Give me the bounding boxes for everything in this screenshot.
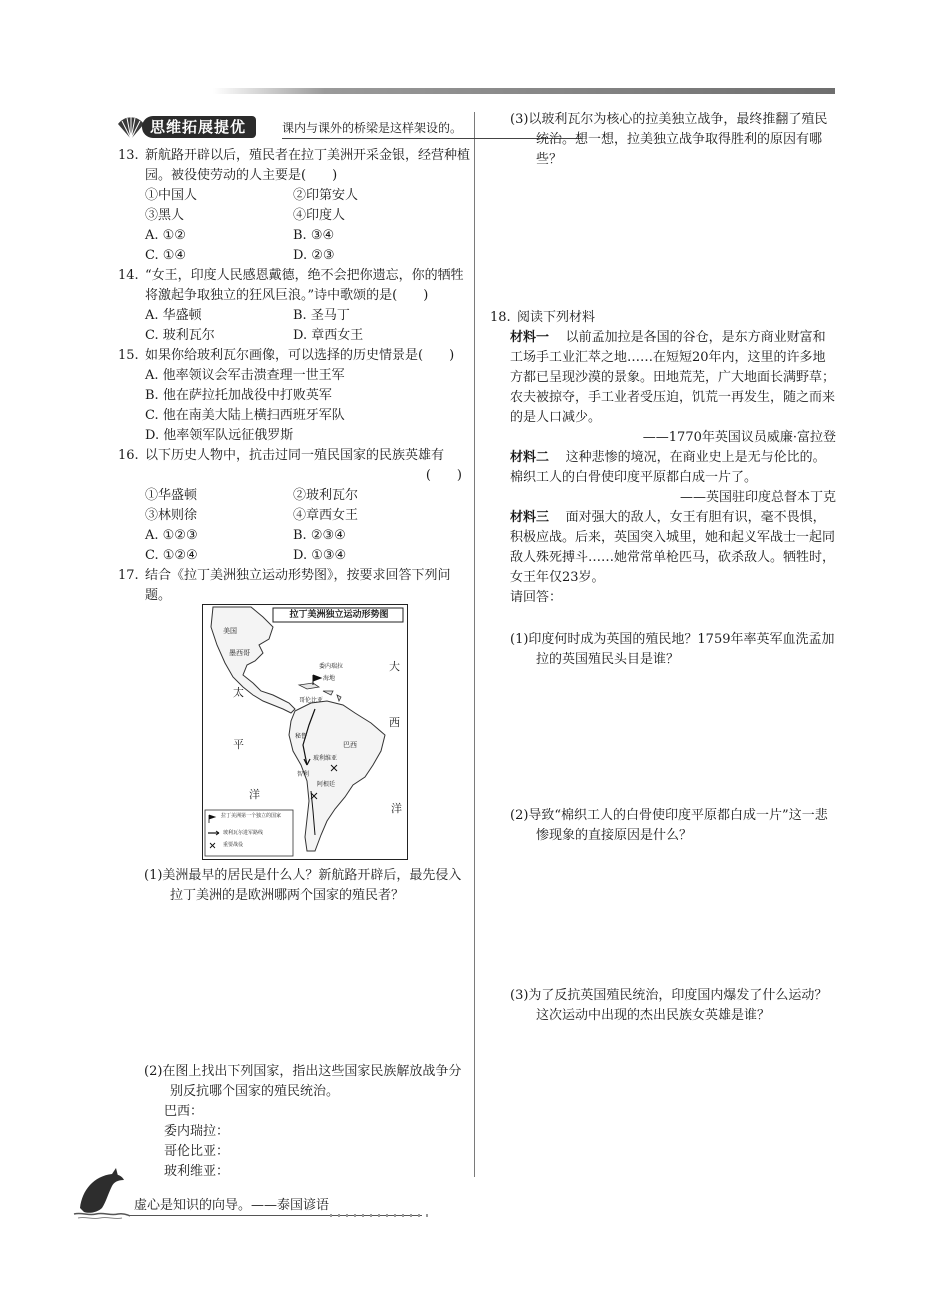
question-16 (118, 446, 470, 466)
map-label-pacific: 平 (233, 738, 244, 751)
material-label: 材料二 (510, 450, 550, 465)
legend-item: 玻利瓦尔进军路线 (223, 830, 264, 836)
material-2 (510, 448, 836, 488)
question-14-options (118, 306, 470, 346)
legend-item: 重要战役 (223, 842, 244, 848)
material-3 (510, 508, 836, 588)
question-18 (490, 308, 836, 608)
material-label: 材料三 (510, 510, 550, 525)
question-13-options (118, 186, 470, 266)
question-15 (118, 346, 470, 366)
footer-dots (330, 1214, 430, 1217)
option: A. ①②③ (145, 528, 198, 543)
banner-subtitle: 课内与课外的桥梁是这样架设的。 (282, 121, 463, 135)
map-label-venezuela: 委内瑞拉 (319, 663, 344, 670)
map-drawing (203, 605, 407, 859)
option: B. ②③④ (293, 528, 346, 543)
question-18-heading (490, 308, 836, 328)
map-label-argentina: 阿根廷 (317, 781, 336, 788)
section-banner (116, 110, 470, 144)
material-source: ——1770年英国议员威廉·富拉登 (642, 430, 836, 445)
question-17-sub3 (510, 110, 836, 170)
map-label-peru: 秘鲁 (295, 733, 308, 740)
question-number: 16. (118, 448, 139, 463)
map-label-atlantic: 西 (389, 716, 400, 729)
map-label-pacific: 洋 (249, 788, 260, 801)
map-label-usa: 美国 (223, 627, 237, 635)
left-column (118, 146, 470, 606)
option: ②玻利瓦尔 (293, 488, 359, 503)
map-label-haiti: 海地 (323, 675, 336, 682)
option: ②印第安人 (293, 188, 359, 203)
option: ③林则徐 (145, 508, 198, 523)
option: D. 章西女王 (293, 328, 364, 343)
question-number: 14. (118, 268, 139, 283)
answer-prompt: 请回答： (510, 590, 563, 605)
question-16-options (118, 486, 470, 566)
map-label-brazil: 巴西 (343, 741, 357, 749)
question-text: “女王，印度人民感恩戴德，绝不会把你遗忘，你的牺牲将激起争取独立的狂风巨浪。”诗中歌颂的是( ) (145, 268, 464, 303)
option: ①中国人 (145, 188, 198, 203)
question-text: 结合《拉丁美洲独立运动形势图》，按要求回答下列问题。 (145, 568, 451, 603)
dolphin-icon (72, 1168, 130, 1220)
material-text: 这种悲惨的境况，在商业史上是无与伦比的。棉织工人的白骨使印度平原都白成一片了。 (510, 450, 826, 485)
question-13 (118, 146, 470, 186)
question-text: 如果你给玻利瓦尔画像，可以选择的历史情景是( ) (145, 348, 455, 363)
map-label-colombia: 哥伦比亚 (299, 697, 324, 704)
sub-question: (1)印度何时成为英国的殖民地？1759年率英军血洗孟加拉的英国殖民头目是谁？ (510, 632, 835, 667)
map-label-atlantic: 洋 (391, 802, 402, 815)
question-text: 以下历史人物中，抗击过同一殖民国家的民族英雄有 (145, 448, 445, 463)
sub-question: (3)为了反抗英国殖民统治，印度国内爆发了什么运动？这次运动中出现的杰出民族女英雄是谁？ (510, 988, 828, 1023)
material-source: ——英国驻印度总督本丁克 (679, 490, 836, 505)
question-17-sub2 (144, 1062, 470, 1182)
question-number: 18. (490, 310, 511, 325)
question-17-sub1 (144, 866, 470, 906)
country-list (144, 1102, 470, 1182)
map-title: 拉丁美洲独立运动形势图 (289, 610, 389, 620)
material-text: 以前孟加拉是各国的谷仓，是东方商业财富和工场手工业汇萃之地……在短短20年内，这里的许多地方都已呈现沙漠的景象。田地荒芜，广大地面长满野草；农夫被掠夺，手工业者受压迫，饥荒一再发生，随之而来的是人口减少。 (510, 330, 836, 425)
country-answer-line: 巴西： (164, 1104, 204, 1119)
country-answer-line: 哥伦比亚： (164, 1144, 230, 1159)
option: B. 圣马丁 (293, 308, 350, 323)
option: C. ①④ (145, 248, 187, 263)
question-text: 新航路开辟以后，殖民者在拉丁美洲开采金银，经营种植园。被役使劳动的人主要是( ) (145, 148, 471, 183)
sub-question: (1)美洲最早的居民是什么人？新航路开辟后，最先侵入拉丁美洲的是欧洲哪两个国家的殖民者？ (144, 868, 462, 903)
column-divider (474, 112, 475, 1177)
option: D. 他率领军队远征俄罗斯 (145, 428, 294, 443)
option: B. ③④ (293, 228, 335, 243)
question-18-sub2 (510, 806, 836, 846)
material-label: 材料一 (510, 330, 550, 345)
map-label-bolivia: 玻利维亚 (313, 755, 338, 762)
option: D. ②③ (293, 248, 335, 263)
map-label-chile: 智利 (297, 771, 310, 778)
question-text: 阅读下列材料 (517, 310, 596, 325)
north-america-outline (211, 607, 295, 713)
banner-title: 思维拓展提优 (142, 116, 256, 138)
question-14 (118, 266, 470, 306)
option: ④章西女王 (293, 508, 359, 523)
map-label-pacific: 太 (233, 686, 244, 699)
option: ③黑人 (145, 208, 185, 223)
answer-blank: ( ) (425, 468, 462, 483)
map-label-mexico: 墨西哥 (229, 649, 250, 657)
sub-question: (3)以玻利瓦尔为核心的拉美独立战争，最终推翻了殖民统治。想一想，拉美独立战争取得胜利的原因有哪些？ (510, 112, 828, 167)
sub-question: (2)导致“棉织工人的白骨使印度平原都白成一片”这一悲惨现象的直接原因是什么？ (510, 808, 828, 843)
question-18-sub1 (510, 630, 836, 670)
country-answer-line: 委内瑞拉： (164, 1124, 230, 1139)
country-answer-line: 玻利维亚： (164, 1164, 230, 1179)
sub-question: (2)在图上找出下列国家，指出这些国家民族解放战争分别反抗哪个国家的殖民统治。 (144, 1064, 462, 1099)
option: ①华盛顿 (145, 488, 198, 503)
option: ④印度人 (293, 208, 346, 223)
option: A. 他率领议会军击溃查理一世王军 (145, 368, 345, 383)
latin-america-map (202, 604, 408, 860)
question-17 (118, 566, 470, 606)
question-18-sub3 (510, 986, 836, 1026)
option: A. 华盛顿 (145, 308, 202, 323)
option: D. ①③④ (293, 548, 347, 563)
option: C. ①②④ (145, 548, 198, 563)
question-number: 17. (118, 568, 139, 583)
materials (490, 328, 836, 608)
option: C. 他在南美大陆上横扫西班牙军队 (145, 408, 345, 423)
material-1 (510, 328, 836, 428)
question-number: 15. (118, 348, 139, 363)
material-text: 面对强大的敌人，女王有胆有识，毫不畏惧，积极应战。后来，英国突入城里，她和起义军战士一起同敌人殊死搏斗……她常常单枪匹马，砍杀敌人。牺牲时，女王年仅23岁。 (510, 510, 836, 585)
top-decorative-bar (213, 88, 835, 94)
question-number: 13. (118, 148, 139, 163)
legend-item: 拉丁美洲第一个独立的国家 (221, 813, 282, 819)
option: B. 他在萨拉托加战役中打败英军 (145, 388, 332, 403)
map-label-atlantic: 大 (389, 660, 400, 673)
option: A. ①② (145, 228, 186, 243)
footer-motto: 虚心是知识的向导。——泰国谚语 (134, 1198, 330, 1213)
option: C. 玻利瓦尔 (145, 328, 215, 343)
